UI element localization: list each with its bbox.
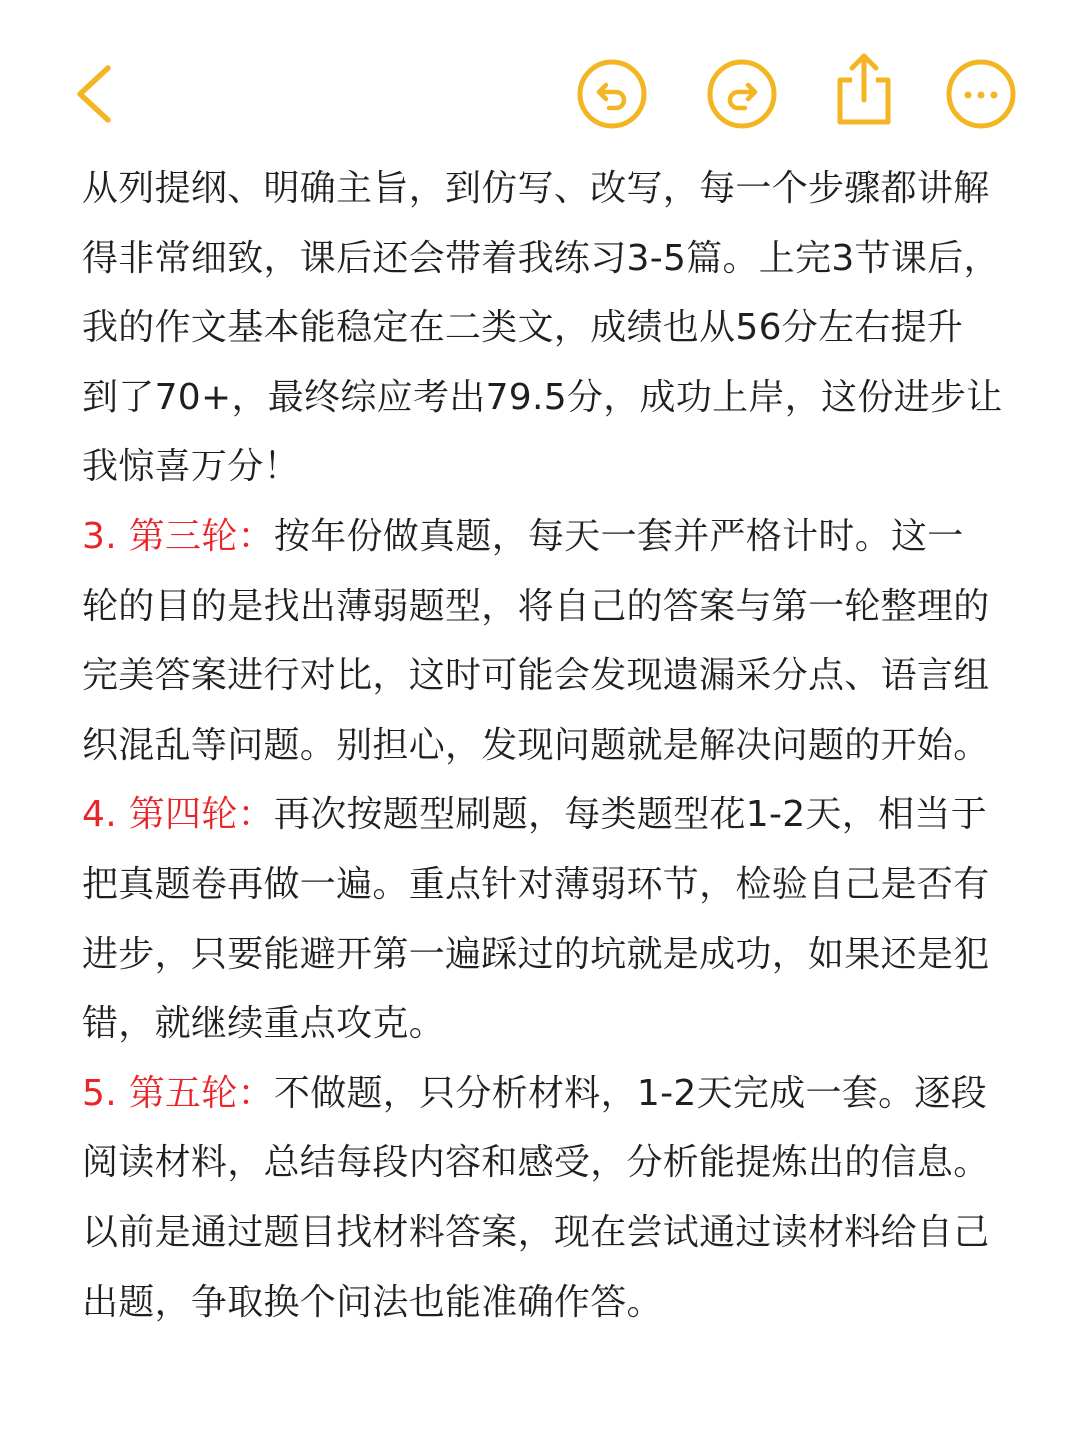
note-line [82, 363, 1002, 433]
line-text: 不做题，只分析材料，1-2天完成一套。逐段 [273, 1072, 988, 1114]
note-line [82, 920, 1002, 990]
undo-icon [576, 58, 648, 130]
note-line [82, 711, 1002, 781]
line-text: 以前是通过题目找材料答案，现在尝试通过读材料给自己 [82, 1211, 990, 1253]
note-line [82, 224, 1002, 294]
note-body[interactable] [82, 154, 1002, 1337]
note-section-line [82, 502, 1002, 572]
note-line [82, 989, 1002, 1059]
note-toolbar [0, 0, 1080, 170]
undo-button[interactable] [576, 58, 648, 130]
note-line [82, 293, 1002, 363]
note-line [82, 154, 1002, 224]
note-line [82, 641, 1002, 711]
back-button[interactable] [58, 58, 130, 130]
line-text: 把真题卷再做一遍。重点针对薄弱环节，检验自己是否有 [82, 863, 990, 905]
note-line [82, 1128, 1002, 1198]
line-text: 我惊喜万分！ [82, 446, 300, 488]
line-text: 轮的目的是找出薄弱题型，将自己的答案与第一轮整理的 [82, 585, 990, 627]
section-heading: 4. 第四轮： [82, 794, 274, 836]
redo-button[interactable] [706, 58, 778, 130]
note-line [82, 1198, 1002, 1268]
line-text: 我的作文基本能稳定在二类文，成绩也从56分左右提升 [82, 307, 964, 349]
chevron-left-icon [64, 58, 124, 130]
line-text: 出题，争取换个问法也能准确作答。 [82, 1281, 663, 1323]
note-line [82, 572, 1002, 642]
redo-icon [706, 58, 778, 130]
note-line [82, 1268, 1002, 1338]
share-icon [828, 48, 900, 128]
section-heading: 5. 第五轮： [82, 1072, 274, 1114]
line-text: 到了70+，最终综应考出79.5分，成功上岸，这份进步让 [82, 376, 1003, 418]
share-button[interactable] [828, 52, 900, 124]
line-text: 完美答案进行对比，这时可能会发现遗漏采分点、语言组 [82, 655, 990, 697]
line-text: 进步，只要能避开第一遍踩过的坑就是成功，如果还是犯 [82, 933, 990, 975]
note-section-line [82, 1059, 1002, 1129]
note-section-line [82, 780, 1002, 850]
more-icon [945, 58, 1017, 130]
line-text: 得非常细致，课后还会带着我练习3-5篇。上完3节课后， [82, 237, 1000, 279]
line-text: 织混乱等问题。别担心，发现问题就是解决问题的开始。 [82, 724, 990, 766]
line-text: 从列提纲、明确主旨，到仿写、改写，每一个步骤都讲解 [82, 168, 990, 209]
line-text: 按年份做真题，每天一套并严格计时。这一 [273, 515, 964, 557]
line-text: 再次按题型刷题，每类题型花1-2天，相当于 [273, 794, 988, 836]
line-text: 错，就继续重点攻克。 [82, 1003, 446, 1045]
section-heading: 3. 第三轮： [82, 515, 274, 557]
line-text: 阅读材料，总结每段内容和感受，分析能提炼出的信息。 [82, 1142, 990, 1184]
more-button[interactable] [945, 58, 1017, 130]
note-line [82, 432, 1002, 502]
note-line [82, 850, 1002, 920]
